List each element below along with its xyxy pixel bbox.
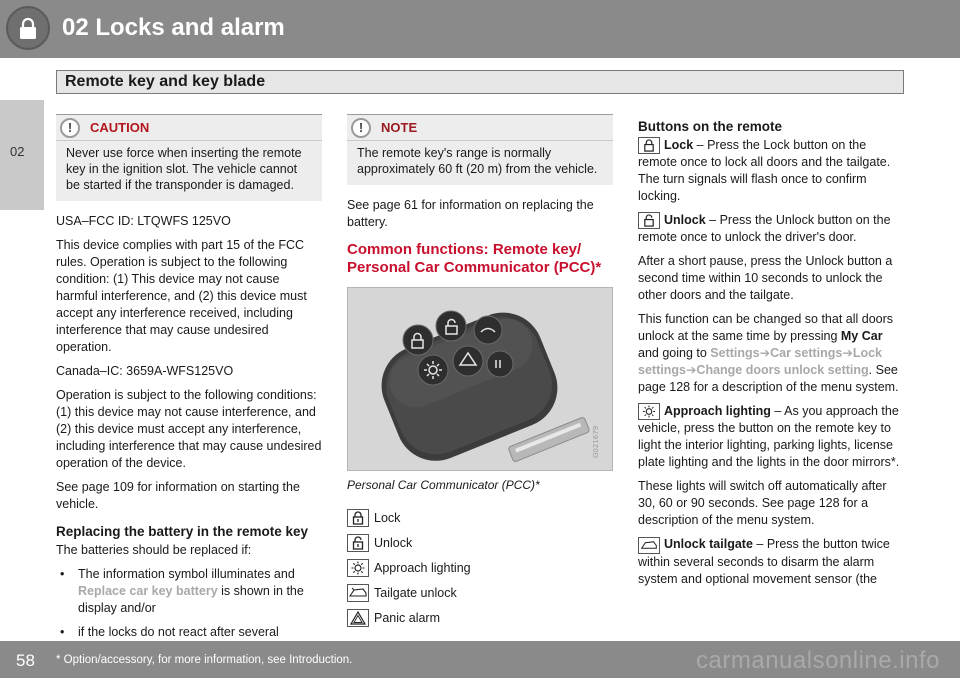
legend-item-panic-alarm xyxy=(347,602,613,627)
battery-reference: See page 61 for information on replacing the battery. xyxy=(347,198,594,229)
unlock-label: Unlock xyxy=(664,213,706,227)
tailgate-icon xyxy=(347,584,369,602)
legend-item-approach-lighting xyxy=(347,552,613,577)
column-1 xyxy=(56,114,322,665)
chapter-header xyxy=(0,0,960,58)
lock-label: Lock xyxy=(664,138,694,152)
page-footer xyxy=(0,641,960,678)
exclamation-icon: ! xyxy=(351,118,371,138)
legend-label: Unlock xyxy=(374,536,413,550)
arrow-right-icon: ➔ xyxy=(759,346,771,360)
note-header xyxy=(347,115,613,141)
warning-triangle-icon xyxy=(347,609,369,627)
menu-change-doors-unlock: Change doors unlock setting xyxy=(696,363,869,377)
battery-intro: The batteries should be replaced if: xyxy=(56,543,252,557)
caution-title: CAUTION xyxy=(90,120,150,135)
menu-car-settings: Car settings xyxy=(770,346,843,360)
unlock-icon xyxy=(638,212,660,229)
common-functions-heading: Common functions: Remote key/ Personal Car Communicator (PCC)* xyxy=(347,241,602,276)
menu-lock-settings: Lock settings xyxy=(638,346,883,377)
lock-icon xyxy=(638,137,660,154)
remote-key-illustration xyxy=(348,288,613,471)
light-icon xyxy=(638,403,660,420)
watermark: carmanualsonline.info xyxy=(696,647,940,674)
approach-lighting-label: Approach lighting xyxy=(664,404,771,418)
section-title-bar xyxy=(56,70,904,94)
menu-settings: Settings xyxy=(710,346,760,360)
caution-box xyxy=(56,114,322,201)
legend-label: Lock xyxy=(374,511,401,525)
section-title: Remote key and key blade xyxy=(65,73,266,90)
list-item: • The information symbol illuminates and Replace car key battery is shown in the display and/or xyxy=(56,566,322,617)
approach-lighting-timeout: These lights will switch off automatically after 30, 60 or 90 seconds. See page 128 for a description of the menu system. xyxy=(638,479,887,527)
unlock-second-press: After a short pause, press the Unlock button a second time within 10 seconds to unlock the other doors and the tailgate. xyxy=(638,254,893,302)
tailgate-icon xyxy=(638,537,660,554)
canada-text: Operation is subject to the following conditions: (1) this device may not cause interference, and (2) this device must accept any interference, including interference that may cause undesired operation of the device. xyxy=(56,388,322,470)
unlock-paragraph: Unlock – Press the Unlock button on the remote once to unlock the driver's door. xyxy=(638,213,891,244)
list-item: • if the locks do not react after several xyxy=(56,624,322,658)
approach-lighting-paragraph: Approach lighting – As you approach the vehicle, press the button on the remote key to light the interior lighting, parking lights, license plate lighting and the lights in the door mirrors*. xyxy=(638,404,900,469)
image-code: G021679 xyxy=(592,425,600,458)
canada-id: Canada–IC: 3659A-WFS125VO xyxy=(56,364,234,378)
note-text: The remote key's range is normally approximately 60 ft (20 m) from the vehicle. xyxy=(357,146,598,176)
unlock-tailgate-label: Unlock tailgate xyxy=(664,537,753,551)
legend-label: Panic alarm xyxy=(374,611,440,625)
remote-key-photo xyxy=(347,287,613,471)
page-number: 58 xyxy=(16,651,35,670)
arrow-right-icon: ➔ xyxy=(842,346,853,360)
note-title: NOTE xyxy=(381,120,418,135)
starting-reference: See page 109 for information on starting the vehicle. xyxy=(56,480,300,511)
my-car-button-text: My Car xyxy=(840,329,883,343)
menu-text-replace-battery: Replace car key battery xyxy=(78,584,218,598)
caution-header xyxy=(56,115,322,141)
legend-item-tailgate-unlock xyxy=(347,577,613,602)
unlock-icon xyxy=(347,534,369,552)
note-box xyxy=(347,114,613,185)
caution-text: Never use force when inserting the remote key in the ignition slot. The vehicle cannot be started if the transponder is damaged. xyxy=(66,146,302,192)
unlock-setting-paragraph: This function can be changed so that all doors unlock at the same time by pressing My Car and going to Settings➔Car settings➔Lock settings➔Change doors unlock setting. See page 128 for a description of the menu system. xyxy=(638,312,899,394)
light-icon xyxy=(347,559,369,577)
exclamation-icon: ! xyxy=(60,118,80,138)
lock-chapter-icon xyxy=(6,6,50,50)
column-3 xyxy=(638,118,904,595)
lock-paragraph: Lock – Press the Lock button on the remote once to lock all doors and the tailgate. The turn signals will flash once to confirm locking. xyxy=(638,138,891,203)
tailgate-paragraph: Unlock tailgate – Press the button twice within several seconds to disarm the alarm system and optional movement sensor (the xyxy=(638,537,890,586)
photo-caption: Personal Car Communicator (PCC)* xyxy=(347,478,540,492)
buttons-heading: Buttons on the remote xyxy=(638,119,782,134)
chapter-title: 02 Locks and alarm xyxy=(62,14,285,41)
chapter-number: 02 xyxy=(10,144,25,159)
legend-item-unlock xyxy=(347,527,613,552)
arrow-right-icon: ➔ xyxy=(685,363,697,377)
fcc-id: USA–FCC ID: LTQWFS 125VO xyxy=(56,214,231,228)
legend-label: Approach lighting xyxy=(374,561,471,575)
fcc-text: This device complies with part 15 of the FCC rules. Operation is subject to the following condition: (1) This device may not cause harmful interference, and (2) this device must accept any interference received, including interference that may cause undesired operation. xyxy=(56,238,307,354)
footnote: * Option/accessory, for more information, see Introduction. xyxy=(56,654,353,666)
battery-heading: Replacing the battery in the remote key xyxy=(56,524,309,539)
legend-label: Tailgate unlock xyxy=(374,586,457,600)
legend-item-lock xyxy=(347,502,613,527)
lock-icon xyxy=(347,509,369,527)
chapter-tab xyxy=(0,100,44,210)
column-2 xyxy=(347,114,613,627)
